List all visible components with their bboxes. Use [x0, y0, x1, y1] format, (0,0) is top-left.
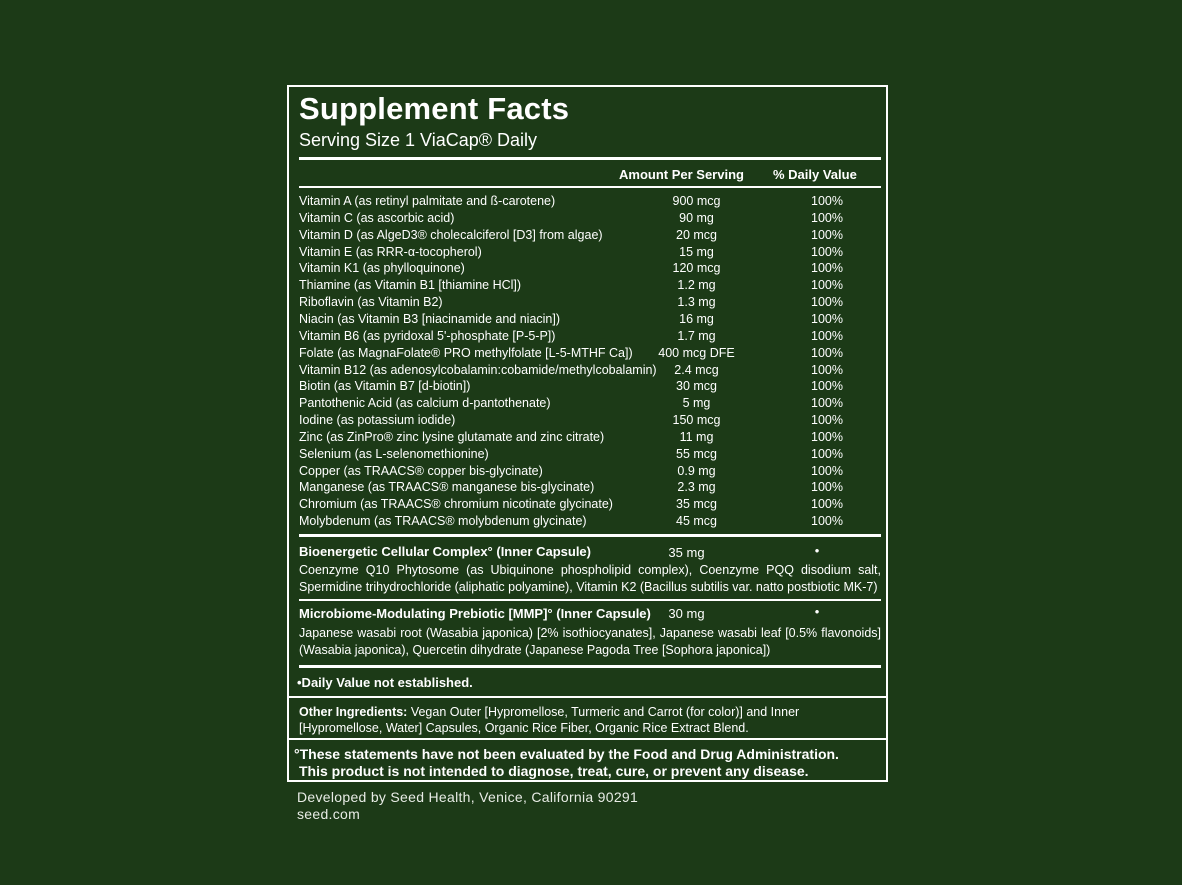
nutrient-amount: 35 mcg	[676, 497, 717, 512]
nutrient-row	[299, 312, 881, 329]
bioenergetic-description: Coenzyme Q10 Phytosome (as Ubiquinone phospholipid complex), Coenzyme PQQ disodium salt, Spermidine trihydrochloride (aliphatic polyamine), Vitamin K2 (Bacillus subtilis var. natto postbiotic MK-7)	[299, 563, 881, 594]
header-divider	[299, 186, 881, 188]
microbiome-name: Microbiome-Modulating Prebiotic [MMP]° (Inner Capsule)	[299, 606, 651, 621]
divider	[289, 738, 886, 740]
bioenergetic-name: Bioenergetic Cellular Complex° (Inner Capsule)	[299, 544, 591, 559]
nutrient-dv: 100%	[811, 497, 843, 512]
nutrient-amount: 1.7 mg	[677, 328, 716, 343]
nutrient-dv: 100%	[811, 194, 843, 208]
nutrient-name: Copper (as TRAACS® copper bis-glycinate)	[299, 463, 543, 478]
disclaimer-line-1: °These statements have not been evaluated by the Food and Drug Administration.	[294, 746, 839, 762]
microbiome-description: Japanese wasabi root (Wasabia japonica) [2% isothiocyanates], Japanese wasabi leaf [0.5% flavonoids] (Wasabia japonica), Quercetin dihydrate (Japanese Pagoda Tree [Sophora japonica])	[299, 626, 881, 657]
microbiome-dv: •	[814, 604, 820, 619]
other-ingredients	[299, 704, 877, 736]
nutrient-dv: 100%	[811, 463, 843, 478]
other-ingredients-label: Other Ingredients:	[299, 705, 408, 719]
nutrient-dv: 100%	[811, 278, 843, 293]
thick-divider	[299, 665, 881, 668]
nutrient-name: Molybdenum (as TRAACS® molybdenum glycinate)	[299, 514, 587, 529]
disclaimer-line-2: This product is not intended to diagnose, treat, cure, or prevent any disease.	[299, 763, 809, 779]
nutrient-row	[299, 480, 881, 497]
nutrient-name: Manganese (as TRAACS® manganese bis-glycinate)	[299, 480, 595, 495]
nutrient-dv: 100%	[811, 429, 843, 444]
nutrient-dv: 100%	[811, 345, 843, 360]
nutrient-row	[299, 396, 881, 413]
footer	[297, 789, 638, 823]
nutrient-name: Vitamin B12 (as adenosylcobalamin:cobamide/methylcobalamin)	[299, 362, 657, 377]
nutrient-dv: 100%	[811, 396, 843, 411]
nutrient-row	[299, 430, 881, 447]
nutrient-dv: 100%	[811, 311, 843, 326]
nutrient-name: Biotin (as Vitamin B7 [d-biotin])	[299, 379, 471, 394]
section-divider	[299, 534, 881, 537]
divider	[289, 696, 886, 698]
nutrient-row	[299, 261, 881, 278]
nutrient-amount: 120 mcg	[672, 261, 721, 276]
nutrient-amount: 16 mg	[679, 311, 714, 326]
nutrient-amount: 20 mcg	[676, 227, 717, 242]
bioenergetic-amount: 35 mg	[668, 545, 705, 560]
nutrient-dv: 100%	[811, 446, 843, 461]
bioenergetic-dv: •	[814, 543, 820, 558]
nutrient-amount: 2.4 mcg	[674, 362, 719, 377]
nutrient-amount: 900 mcg	[672, 194, 721, 208]
microbiome-amount: 30 mg	[668, 606, 705, 621]
nutrient-name: Zinc (as ZinPro® zinc lysine glutamate and zinc citrate)	[299, 429, 605, 444]
nutrient-name: Vitamin E (as RRR-α-tocopherol)	[299, 244, 482, 259]
nutrient-dv: 100%	[811, 328, 843, 343]
amount-column-header: Amount Per Serving	[619, 167, 744, 182]
nutrient-name: Thiamine (as Vitamin B1 [thiamine HCl])	[299, 278, 522, 293]
nutrient-row	[299, 278, 881, 295]
nutrient-name: Vitamin D (as AlgeD3® cholecalciferol [D3] from algae)	[299, 227, 603, 242]
developer-credit: Developed by Seed Health, Venice, California 90291	[297, 789, 639, 805]
nutrient-amount: 2.3 mg	[677, 480, 716, 495]
nutrient-name: Vitamin A (as retinyl palmitate and ß-carotene)	[299, 194, 556, 208]
nutrient-dv: 100%	[811, 210, 843, 225]
serving-size: Serving Size 1 ViaCap® Daily	[299, 130, 538, 150]
nutrient-name: Vitamin K1 (as phylloquinone)	[299, 261, 465, 276]
nutrient-row	[299, 346, 881, 363]
nutrient-dv: 100%	[811, 480, 843, 495]
nutrient-row	[299, 379, 881, 396]
nutrient-row	[299, 464, 881, 481]
thick-divider	[299, 157, 881, 160]
nutrient-dv: 100%	[811, 261, 843, 276]
nutrient-name: Folate (as MagnaFolate® PRO methylfolate [L-5-MTHF Ca])	[299, 345, 633, 360]
nutrient-row	[299, 447, 881, 464]
nutrient-row	[299, 245, 881, 262]
supplement-facts-panel	[287, 85, 888, 782]
nutrient-amount: 15 mg	[679, 244, 714, 259]
nutrient-name: Pantothenic Acid (as calcium d-pantothenate)	[299, 396, 551, 411]
nutrient-row	[299, 228, 881, 245]
nutrient-name: Vitamin B6 (as pyridoxal 5'-phosphate [P-5-P])	[299, 328, 556, 343]
nutrient-amount: 45 mcg	[676, 514, 717, 529]
nutrient-amount: 5 mg	[682, 396, 711, 411]
other-ingredients-text: Vegan Outer [Hypromellose, Turmeric and Carrot (for color)] and Inner [Hypromellose, Water] Capsules, Organic Rice Fiber, Organic Rice Extract Blend.	[299, 705, 800, 735]
panel-title: Supplement Facts	[299, 91, 570, 126]
nutrient-dv: 100%	[811, 295, 843, 310]
nutrient-row	[299, 211, 881, 228]
dv-note: •Daily Value not established.	[297, 675, 473, 690]
nutrient-dv: 100%	[811, 362, 843, 377]
nutrient-dv: 100%	[811, 514, 843, 529]
nutrient-row	[299, 329, 881, 346]
nutrient-amount: 150 mcg	[672, 413, 721, 428]
nutrient-name: Riboflavin (as Vitamin B2)	[299, 295, 443, 310]
website-link[interactable]: seed.com	[297, 806, 361, 822]
nutrient-dv: 100%	[811, 379, 843, 394]
nutrient-name: Niacin (as Vitamin B3 [niacinamide and niacin])	[299, 311, 561, 326]
nutrient-row	[299, 514, 881, 531]
nutrient-row	[299, 194, 881, 211]
nutrient-name: Chromium (as TRAACS® chromium nicotinate glycinate)	[299, 497, 613, 512]
nutrient-amount: 55 mcg	[676, 446, 717, 461]
dv-column-header: % Daily Value	[773, 167, 857, 182]
nutrient-name: Selenium (as L-selenomethionine)	[299, 446, 489, 461]
nutrient-row	[299, 295, 881, 312]
nutrient-amount: 11 mg	[679, 429, 714, 444]
nutrient-amount: 0.9 mg	[677, 463, 716, 478]
nutrient-dv: 100%	[811, 227, 843, 242]
nutrient-name: Vitamin C (as ascorbic acid)	[299, 210, 455, 225]
nutrient-row	[299, 413, 881, 430]
nutrient-amount: 30 mcg	[676, 379, 717, 394]
nutrient-dv: 100%	[811, 244, 843, 259]
nutrient-amount: 1.3 mg	[677, 295, 716, 310]
section-divider	[299, 599, 881, 601]
nutrient-name: Iodine (as potassium iodide)	[299, 413, 456, 428]
nutrient-amount: 400 mcg DFE	[658, 345, 735, 360]
nutrient-row	[299, 363, 881, 380]
nutrient-dv: 100%	[811, 413, 843, 428]
nutrient-row	[299, 497, 881, 514]
nutrient-amount: 1.2 mg	[677, 278, 716, 293]
nutrient-amount: 90 mg	[679, 210, 714, 225]
fda-disclaimer	[294, 746, 839, 780]
